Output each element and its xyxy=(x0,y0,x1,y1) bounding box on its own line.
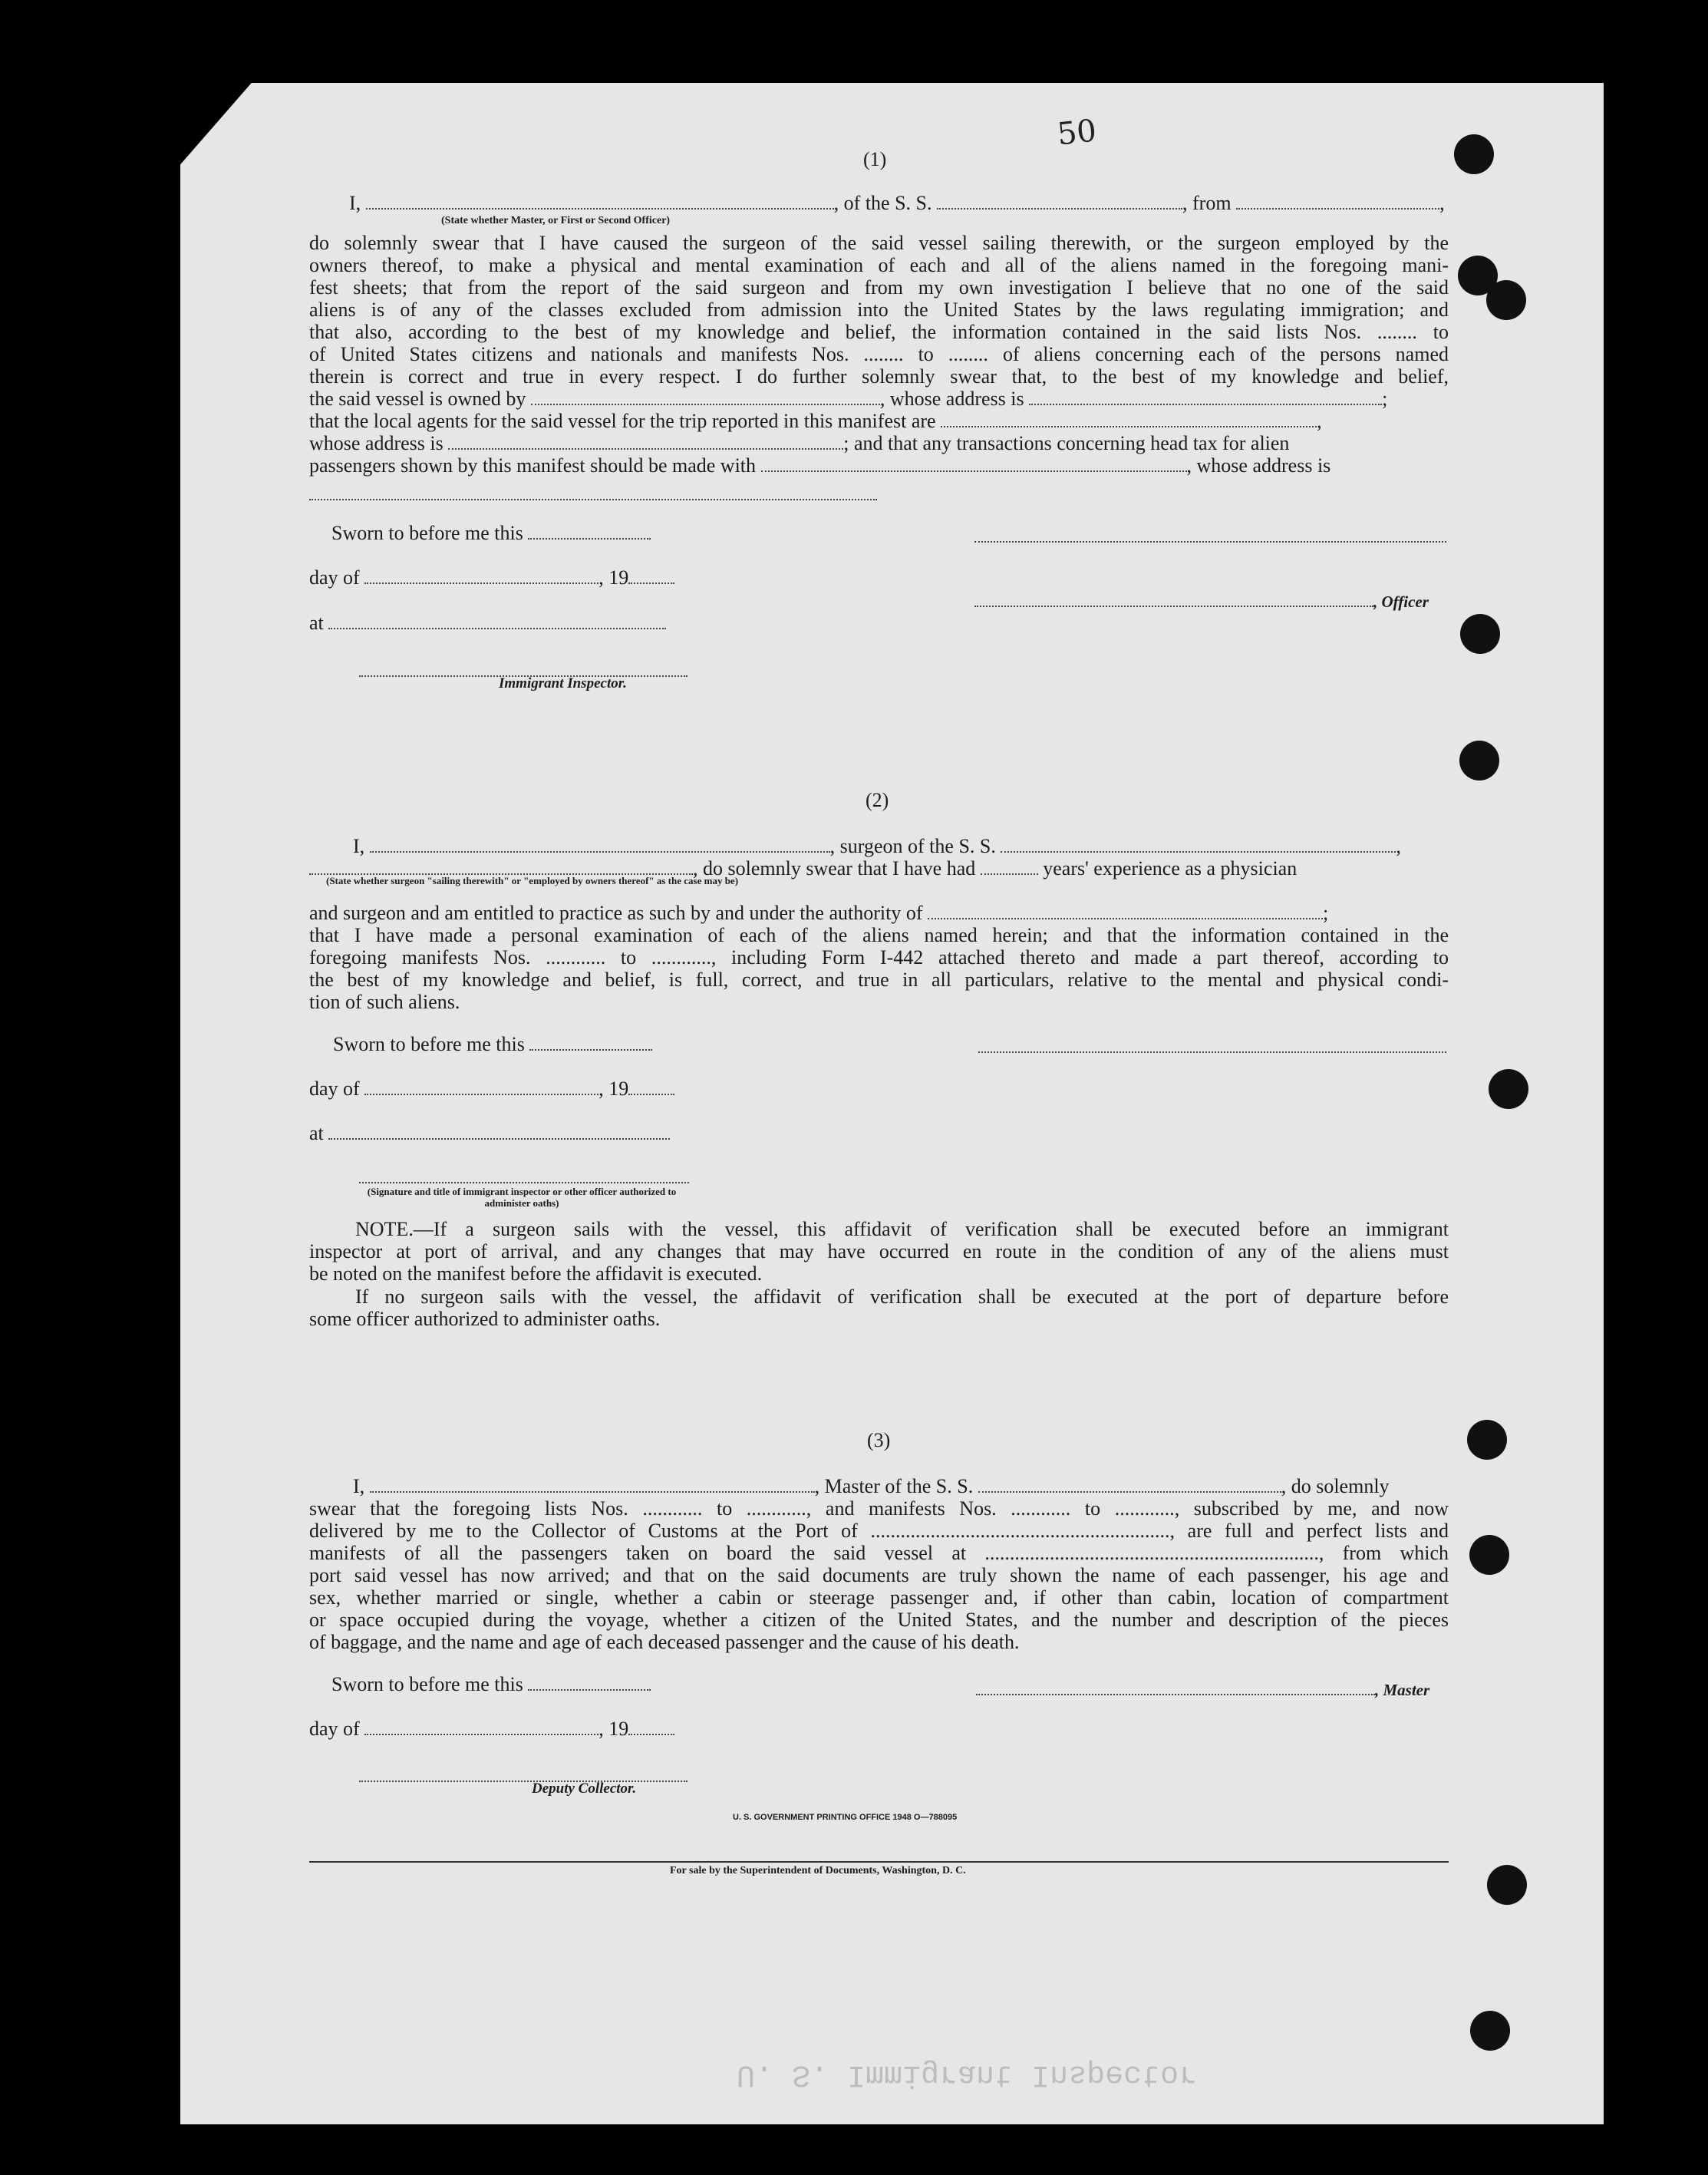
day-of-line xyxy=(309,1718,674,1740)
sworn-line xyxy=(331,522,651,544)
years-text: years' experience as a physician xyxy=(1043,857,1297,880)
note-paragraph xyxy=(309,1218,1449,1240)
at-label: at xyxy=(309,612,324,634)
year-label: , 19 xyxy=(598,566,629,589)
punct: , xyxy=(1317,410,1322,432)
for-sale-line: For sale by the Superintendent of Documents, Washington, D. C. xyxy=(670,1865,966,1876)
day-of-label: day of xyxy=(309,1078,360,1100)
local-agents-line xyxy=(309,410,1322,432)
master-line xyxy=(976,1678,1429,1701)
text-line: owners thereof, to make a physical and mental examination of each and all of the aliens named in the foregoing mani- xyxy=(309,254,1449,276)
section1-body xyxy=(309,232,1449,388)
printing-office-line: U. S. GOVERNMENT PRINTING OFFICE 1948 O—788095 xyxy=(733,1813,958,1822)
sworn-label: Sworn to before me this xyxy=(331,1673,523,1695)
punct: , xyxy=(1439,192,1445,214)
text-line: sex, whether married or single, whether a cabin or steerage passenger and, if other than cabin, location of compartment xyxy=(309,1586,1449,1609)
signature-note: (Signature and title of immigrant inspector or other officer authorized to administer oaths) xyxy=(367,1186,677,1209)
punch-hole xyxy=(1469,1535,1509,1575)
year-label: , 19 xyxy=(598,1078,629,1100)
text-line: manifests of all the passengers taken on board the said vessel at ..................................................................., from which xyxy=(309,1542,1449,1564)
section2-I: I, xyxy=(353,835,365,857)
at-line xyxy=(309,612,666,634)
whose-address-label: whose address is xyxy=(309,432,443,454)
immigrant-inspector-label: Immigrant Inspector. xyxy=(499,675,627,691)
text-line: of United States citizens and nationals and manifests Nos. ........ to ........ of aliens concerning each of the persons named xyxy=(309,343,1449,365)
text-line: that I have made a personal examination of each of the aliens named herein; and that the information contained in the xyxy=(309,924,1449,946)
punch-hole xyxy=(1460,614,1500,654)
head-tax-text: ; and that any transactions concerning head tax for alien xyxy=(843,432,1290,454)
passengers-line xyxy=(309,454,1330,477)
section2-line3 xyxy=(309,902,1328,924)
text-line: inspector at port of arrival, and any changes that may have occurred en route in the condition of any of the aliens must xyxy=(309,1240,1449,1262)
sworn-line xyxy=(331,1673,651,1695)
text-line: therein is correct and true in every respect. I do further solemnly swear that, to the best of my knowledge and belief, xyxy=(309,365,1449,388)
owned-by-line xyxy=(309,388,1387,410)
text-line: fest sheets; that from the report of the said surgeon and from my own investigation I believe that no one of the said xyxy=(309,276,1449,299)
agent-address-line xyxy=(309,432,1289,454)
day-of-label: day of xyxy=(309,1718,360,1740)
section3-heading: (3) xyxy=(867,1429,891,1451)
officer-label: , Officer xyxy=(1373,592,1429,611)
section1-from: , from xyxy=(1182,192,1232,214)
text-line: that also, according to the best of my knowledge and belief, the information contained in the said lists Nos. ........ to xyxy=(309,321,1449,343)
section1-heading: (1) xyxy=(863,148,887,170)
text-line: tion of such aliens. xyxy=(309,991,460,1013)
section2-body xyxy=(309,924,1449,991)
punch-hole xyxy=(1454,134,1494,174)
text-line: some officer authorized to administer oaths. xyxy=(309,1308,661,1330)
divider xyxy=(309,1861,1449,1863)
text-line: swear that the foregoing lists Nos. ............ to ............, and manifests Nos. ............ to ............, subscribed by me, and now xyxy=(309,1497,1449,1520)
section3-I: I, xyxy=(353,1475,365,1497)
punct: , xyxy=(1396,835,1401,857)
text-line: the best of my knowledge and belief, is full, correct, and true in all particulars, relative to the mental and physical condi- xyxy=(309,969,1449,991)
surgeon-note: (State whether surgeon "sailing therewith" or "employed by owners thereof" as the case may be) xyxy=(326,875,739,886)
swear-text: , do solemnly swear that I have had xyxy=(693,857,976,880)
text-line: do solemnly swear that I have caused the surgeon of the said vessel sailing therewith, or the surgeon employed by the xyxy=(309,232,1449,254)
at-line xyxy=(309,1122,670,1144)
section2-line1 xyxy=(353,835,1401,857)
sworn-label: Sworn to before me this xyxy=(333,1033,525,1055)
section2-heading: (2) xyxy=(866,789,889,811)
at-label: at xyxy=(309,1122,324,1144)
authority-text: and surgeon and am entitled to practice as such by and under the authority of xyxy=(309,902,923,924)
officer-line xyxy=(974,589,1429,613)
punch-hole xyxy=(1459,741,1499,781)
punch-hole xyxy=(1467,1420,1507,1460)
text-line: aliens is of any of the classes excluded from admission into the United States by the laws regulating immigration; and xyxy=(309,299,1449,321)
text-line: or space occupied during the voyage, whether a citizen of the United States, and the number and description of the pieces xyxy=(309,1609,1449,1631)
officer-note: (State whether Master, or First or Second Officer) xyxy=(441,215,671,226)
punct: ; xyxy=(1382,388,1388,410)
text-line: NOTE.—If a surgeon sails with the vessel, this affidavit of verification shall be executed before an immigrant xyxy=(355,1218,1449,1240)
text-line: delivered by me to the Collector of Customs at the Port of ............................................................, are full and perfect lists and xyxy=(309,1520,1449,1542)
surgeon-of-ss: , surgeon of the S. S. xyxy=(829,835,996,857)
day-of-line xyxy=(309,566,674,589)
punch-hole xyxy=(1489,1069,1528,1109)
note-paragraph xyxy=(309,1240,1449,1262)
owned-by-label: the said vessel is owned by xyxy=(309,388,526,410)
text-line: port said vessel has now arrived; and that on the said documents are truly shown the name of each passenger, his age and xyxy=(309,1564,1449,1586)
bleed-through-text: U. S. Immigrant Inspector xyxy=(737,2057,1198,2091)
handwritten-page-number: 50 xyxy=(1055,113,1099,153)
text-line: foregoing manifests Nos. ............ to ............, including Form I-442 attached thereto and made a part thereof, according to xyxy=(309,946,1449,969)
master-of-ss: , Master of the S. S. xyxy=(814,1475,974,1497)
sworn-label: Sworn to before me this xyxy=(331,522,523,544)
local-agents-label: that the local agents for the said vessel for the trip reported in this manifest are xyxy=(309,410,936,432)
punct: ; xyxy=(1323,902,1329,924)
punch-hole xyxy=(1470,2011,1510,2051)
text-line: If no surgeon sails with the vessel, the affidavit of verification shall be executed at the port of departure before xyxy=(355,1286,1449,1308)
section3-line1 xyxy=(353,1475,1390,1497)
note2-paragraph xyxy=(355,1286,1449,1308)
sworn-line xyxy=(333,1033,652,1055)
whose-address-label: , whose address is xyxy=(879,388,1024,410)
section1-of-ss: , of the S. S. xyxy=(833,192,932,214)
whose-address-label: , whose address is xyxy=(1186,454,1331,477)
day-of-label: day of xyxy=(309,566,360,589)
passengers-label: passengers shown by this manifest should be made with xyxy=(309,454,757,477)
day-of-line xyxy=(309,1078,674,1100)
year-label: , 19 xyxy=(598,1718,629,1740)
section1-I: I, xyxy=(349,192,361,214)
deputy-collector-label: Deputy Collector. xyxy=(532,1781,637,1797)
punch-hole xyxy=(1486,280,1526,320)
swear-text: , do solemnly xyxy=(1281,1475,1390,1497)
text-line: of baggage, and the name and age of each deceased passenger and the cause of his death. xyxy=(309,1631,1020,1653)
text-line: be noted on the manifest before the affidavit is executed. xyxy=(309,1262,763,1285)
master-label: , Master xyxy=(1375,1681,1430,1699)
section1-line1 xyxy=(349,192,1445,214)
punch-hole xyxy=(1487,1865,1527,1905)
section3-body xyxy=(309,1497,1449,1631)
